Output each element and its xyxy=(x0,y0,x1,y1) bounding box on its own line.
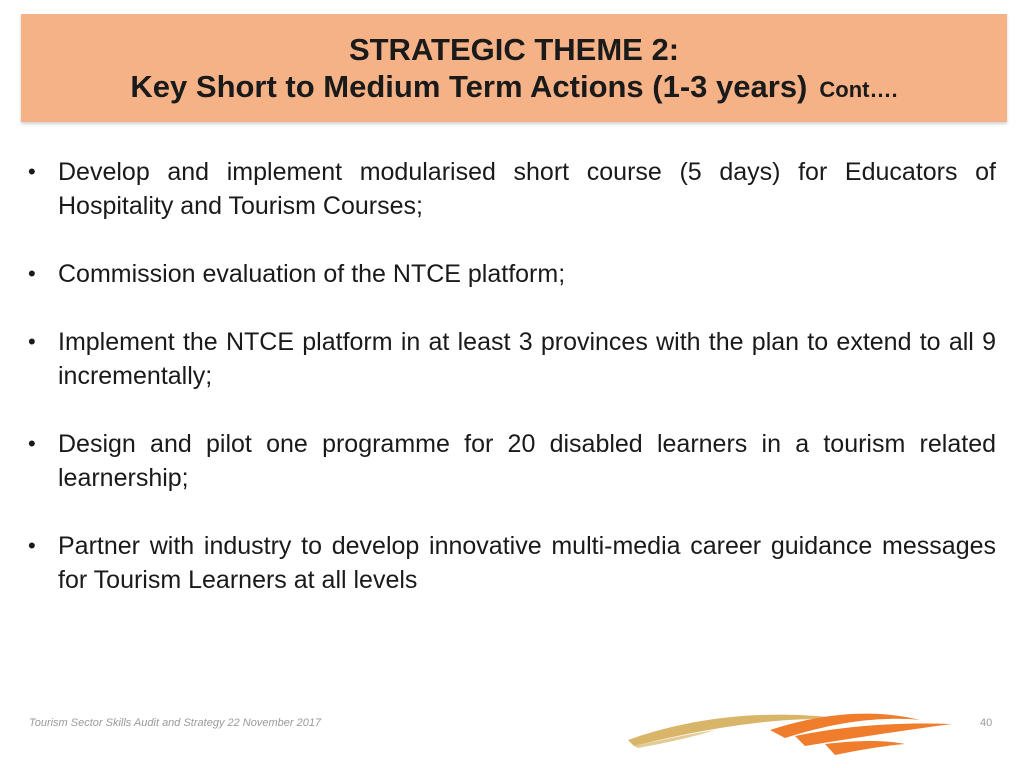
bullet-text: Implement the NTCE platform in at least 3 provinces with the plan to extend to all 9 incrementally; xyxy=(58,328,996,390)
slide-subtitle-cont: Cont…. xyxy=(819,77,898,102)
bullet-text: Partner with industry to develop innovative multi-media career guidance messages for Tourism Learners at all levels xyxy=(58,532,996,594)
bullet-icon: • xyxy=(28,261,36,286)
bullet-text: Commission evaluation of the NTCE platform; xyxy=(58,260,566,288)
slide-subtitle-text: Key Short to Medium Term Actions (1-3 years) xyxy=(130,69,808,104)
title-bar xyxy=(21,14,1007,122)
bullet-list xyxy=(28,155,996,631)
swoosh-logo-icon xyxy=(620,700,960,760)
slide-title: STRATEGIC THEME 2: xyxy=(348,32,680,67)
bullet-item xyxy=(28,257,996,291)
swoosh-orange-stroke-3 xyxy=(825,741,905,755)
bullet-icon: • xyxy=(28,533,36,558)
bullet-item xyxy=(28,427,996,495)
bullet-icon: • xyxy=(28,329,36,354)
footer-text: Tourism Sector Skills Audit and Strategy 22 November 2017 xyxy=(29,717,322,729)
bullet-item xyxy=(28,155,996,223)
bullet-icon: • xyxy=(28,159,36,184)
bullet-icon: • xyxy=(28,431,36,456)
bullet-item xyxy=(28,325,996,393)
bullet-text: Design and pilot one programme for 20 disabled learners in a tourism related learnership; xyxy=(58,430,996,492)
bullet-item xyxy=(28,529,996,597)
bullet-text: Develop and implement modularised short course (5 days) for Educators of Hospitality and Tourism Courses; xyxy=(58,158,996,220)
page-number: 40 xyxy=(980,717,993,729)
slide-subtitle xyxy=(21,69,1007,108)
